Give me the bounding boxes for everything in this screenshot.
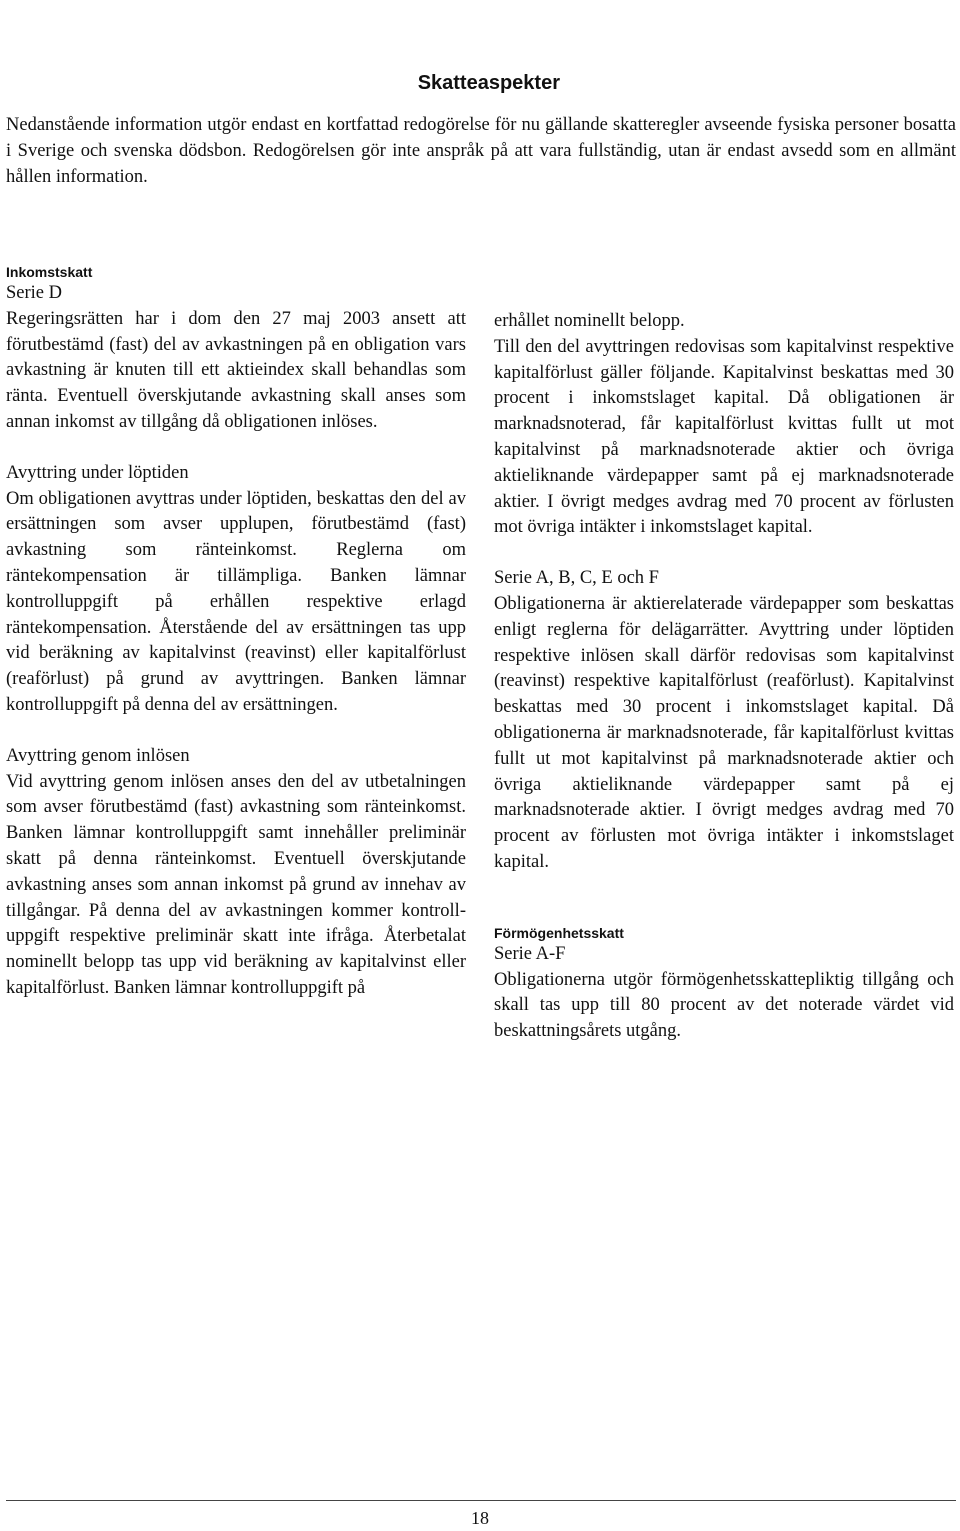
subheading-serie-abcef: Serie A, B, C, E och F — [494, 568, 659, 589]
section-heading-formogenhetsskatt: Förmögenhetsskatt — [494, 924, 624, 941]
subheading-serie-a-f: Serie A-F — [494, 943, 566, 964]
paragraph-avyttring-inlosen: Vid avyttring genom inlösen anses den del av utbetalningen som avser förutbestämd (fast) avkastning som ränteinkomst. Banken lämnar kontrolluppgift samt innehåller preliminär skatt på denna ränteinkomst. Eventuell överskjutande avkastning anses som annan inkomst på grund av innehav av tillgångar. På denna del av avkastningen kommer kontroll-uppgift respektive preliminär skatt inte ifråga. Återbetalat nominellt belopp tas upp vid beräkning av kapitalvinst eller kapitalförlust. Banken lämnar kontrolluppgift på — [6, 771, 466, 998]
paragraph-continuation-heading: erhållet nominellt belopp. — [494, 311, 685, 331]
section-heading-inkomstskatt: Inkomstskatt — [6, 264, 93, 280]
paragraph-continuation: Till den del avyttringen redovisas som kapitalvinst respektive kapitalförlust gäller följande. Kapitalvinst beskattas med 30 procent i inkomstslaget kapital. Då obligationen är marknadsnoterad, får kapitalförlust kvittas fullt ut mot kapitalvinst på marknadsnoterade aktier och övriga aktieliknande värdepapper samt på ej marknadsnoterade aktier. I övrigt medges avdrag med 70 procent av förlusten mot övriga intäkter i inkomstslaget kapital. — [494, 336, 954, 538]
page-number: 18 — [471, 1508, 489, 1528]
right-column — [494, 263, 954, 1045]
footer-rule — [6, 1500, 956, 1501]
paragraph-serie-d: Regeringsrätten har i dom den 27 maj 2003 ansett att förutbestämd (fast) del av avkastningen på en obligation vars avkastning är knuten till ett aktieindex skall behandlas som ränta. Eventuell överskjutande avkastning skall anses som annan inkomst av tillgång då obligationen inlöses. — [6, 308, 466, 432]
left-column — [6, 263, 466, 1002]
page-title: Skatteaspekter — [417, 72, 560, 94]
subheading-avyttring-inlosen: Avyttring genom inlösen — [6, 745, 190, 766]
subheading-avyttring-loptiden: Avyttring under löptiden — [6, 462, 189, 483]
paragraph-avyttring-loptiden: Om obligationen avyttras under löptiden, beskattas den del av ersättningen som avser upplupen, förutbestämd (fast) avkastning som ränteinkomst. Reglerna om räntekompensation är tillämpliga. Banken lämnar kontrolluppgift på erhållen respektive erlagd räntekompensation. Återstående del av ersättningen tas upp vid beräkning av kapitalvinst (reavinst) eller kapitalförlust (reaförlust) på grund av avyttringen. Banken lämnar kontrolluppgift på denna del av ersättningen. — [6, 488, 466, 715]
intro-paragraph: Nedanstående information utgör endast en kortfattad redogörelse för nu gällande skatteregler avseende fysiska personer bosatta i Sverige och svenska dödsbon. Redogörelsen gör inte anspråk på att vara fullständig, utan är endast avsedd som en allmänt hållen information. — [6, 115, 956, 187]
paragraph-formogenhetsskatt: Obligationerna utgör förmögenhetsskattepliktig tillgång och skall tas upp till 80 procent av det noterade värdet vid beskattningsårets utgång. — [494, 969, 954, 1042]
subheading-serie-d: Serie D — [6, 283, 62, 303]
paragraph-serie-abcef: Obligationerna är aktierelaterade värdepapper som beskattas enligt reglerna för delägarrätter. Avyttring under löptiden respektive inlösen skall därför redovisas som kapitalvinst (reavinst) respektive kapitalförlust (reaförlust). Kapitalvinst beskattas med 30 procent i inkomstslaget kapital. Då obligationerna är marknadsnoterade, får kapitalförlust kvittas fullt ut mot kapitalvinst på marknadsnoterade aktier och övriga aktieliknande värdepapper samt på ej marknadsnoterade aktier. I övrigt medges avdrag med 70 procent av förlusten mot övriga intäkter i inkomstslaget kapital. — [494, 593, 954, 872]
